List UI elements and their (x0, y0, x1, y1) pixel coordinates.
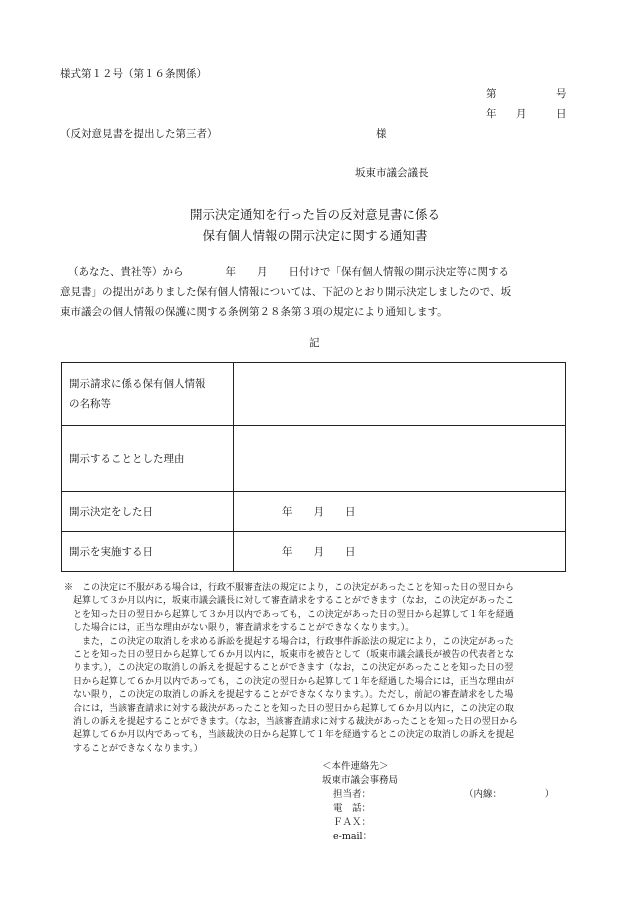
table-row (62, 426, 566, 492)
contact-heading: ＜本件連絡先＞ (322, 761, 389, 772)
note-line: 起算して６か月以内であっても，当該裁決の日から起算して１年を経過するとこの決定の取消しの訴えを提起 (64, 730, 514, 741)
date-day: 日 (556, 108, 567, 120)
table-value-empty (234, 363, 566, 426)
body-line: 東市議会の個人情報の保護に関する条例第２８条第３項の規定により通知します。 (60, 306, 448, 318)
body-line: 意見書」の提出がありました保有個人情報については、下記のとおり開示決定しましたので、坂 (60, 286, 512, 298)
contact-phone-label: 電 話： (333, 803, 372, 814)
table-label (62, 363, 234, 426)
document-number-go: 号 (556, 88, 567, 100)
document-number-dai: 第 (486, 88, 497, 100)
contact-email-label: e-mail： (333, 831, 373, 842)
note-line: 日から起算して６か月以内であっても，この決定の翌日から起算して１年を経過した場合には，正当な理由が (64, 676, 514, 687)
contact-fax-label: ＦＡＸ： (333, 817, 372, 828)
table-row (62, 363, 566, 426)
recipient-label: （反対意見書を提出した第三者） (60, 128, 218, 140)
contact-extension: （内線： ） (464, 789, 555, 800)
table-value-date: 年 月 日 (234, 492, 566, 532)
note-line: した場合には，正当な理由がない限り，審査請求をすることができなくなります。）。 (64, 623, 415, 634)
note-line: 合には，当該審査請求に対する裁決があったことを知った日の翌日から起算して６か月以内に，この決定の取 (64, 703, 514, 714)
note-line: とを知った日の翌日から起算して３か月以内であっても，この決定があった日の翌日から起算して１年を経過 (64, 609, 514, 620)
date-year: 年 (486, 108, 497, 120)
table-row (62, 532, 566, 572)
note-line: ない限り，この決定の取消しの訴えを提起することができなくなります。）。ただし，前記の審査請求をした場 (64, 690, 514, 701)
notes-block (64, 582, 574, 756)
document-title-line1: 開示決定通知を行った旨の反対意見書に係る (189, 207, 440, 222)
document-title-line2: 保有個人情報の開示決定に関する通知書 (202, 228, 428, 243)
table-value-date: 年 月 日 (234, 532, 566, 572)
table-row (62, 492, 566, 532)
decision-table (61, 362, 566, 572)
body-line: （あなた、貴社等）から 年 月 日付けで「保有個人情報の開示決定等に関する (68, 266, 509, 278)
table-label-line: の名称等 (69, 398, 111, 410)
note-line: ことを知った日の翌日から起算して６か月以内に，坂東市を被告として（坂東市議会議長が被告の代表者とな (64, 650, 515, 661)
note-line: 消しの訴えを提起することができます。（なお，当該審査請求に対する裁決があったことを知った日の翌日から (64, 717, 518, 728)
table-label: 開示を実施する日 (62, 532, 234, 572)
table-label: 開示することとした理由 (62, 426, 234, 492)
table-value-empty (234, 426, 566, 492)
note-line: ※ この決定に不服がある場合は，行政不服審査法の規定により，この決定があったことを知った日の翌日から (64, 583, 514, 593)
note-line: 起算して３か月以内に，坂東市議会議長に対して審査請求をすることができます（なお，この決定があったこ (64, 596, 514, 607)
table-label-line: 開示請求に係る保有個人情報 (69, 378, 206, 390)
note-line: ります。），この決定の取消しの訴えを提起することができます（なお，この決定があったことを知った日の翌 (64, 663, 514, 674)
date-month: 月 (516, 108, 527, 120)
note-line: することができなくなります。） (64, 743, 203, 754)
contact-office: 坂東市議会事務局 (322, 775, 399, 786)
table-label: 開示決定をした日 (62, 492, 234, 532)
recipient-honorific: 様 (376, 128, 387, 140)
form-number: 様式第１２号（第１６条関係） (60, 68, 207, 80)
body-paragraph (60, 262, 580, 322)
sender-name: 坂東市議会議長 (355, 167, 429, 179)
contact-person-label: 担当者： (333, 789, 372, 800)
ki-heading: 記 (309, 337, 320, 349)
note-line: また，この決定の取消しを求める訴訟を提起する場合は，行政事件訴訟法の規定により，この決定があった (64, 636, 514, 647)
